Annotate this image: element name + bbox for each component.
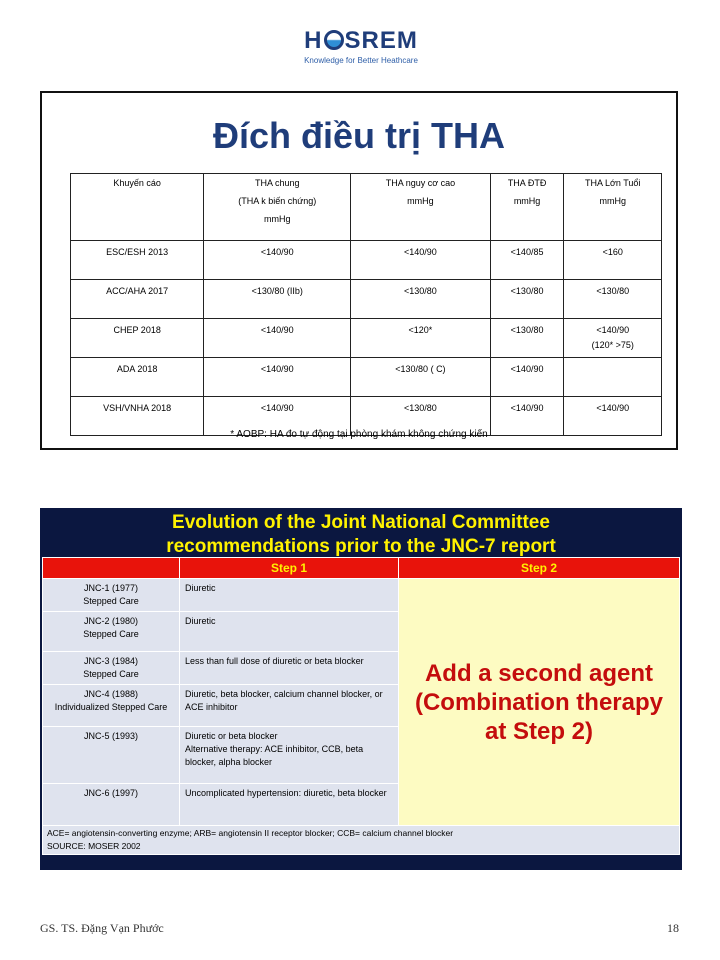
table-cell: <140/90 — [204, 241, 351, 280]
header-text: (THA k biến chứng) — [238, 196, 317, 206]
jnc-name: JNC-3 (1984) — [83, 656, 139, 666]
jnc-name: JNC-1 (1977) — [83, 583, 139, 593]
header-text: THA chung — [254, 178, 300, 188]
jnc-label-cell — [43, 727, 180, 784]
jnc-label-cell — [43, 784, 180, 826]
slide-jnc-evolution — [40, 508, 682, 870]
jnc-approach: Individualized Stepped Care — [54, 702, 168, 712]
step1-primary: Diuretic or beta blocker — [185, 731, 278, 741]
abbreviations-cell — [43, 826, 680, 855]
table-cell: <130/80 — [351, 397, 491, 436]
table-header-row — [71, 174, 662, 241]
table-cell: VSH/VNHA 2018 — [71, 397, 204, 436]
table-cell: <140/90 — [204, 397, 351, 436]
header-guideline — [71, 174, 204, 241]
step2-callout: Add a second agent (Combination therapy at Step 2) — [399, 579, 680, 826]
cell-value: <140/90 — [596, 325, 630, 335]
abbreviations-text: ACE= angiotensin-converting enzyme; ARB= angiotensin II receptor blocker; CCB= calcium channel blocker — [47, 828, 454, 838]
cell-note: (120* >75) — [591, 340, 634, 350]
jnc-name: JNC-4 (1988) — [83, 689, 139, 699]
table-row — [71, 319, 662, 358]
header-text: THA ĐTĐ — [507, 178, 547, 188]
slide-treatment-targets — [40, 91, 678, 450]
logo-text-left: H — [304, 27, 323, 54]
slide2-title-line1: Evolution of the Joint National Committee — [172, 512, 550, 533]
jnc-name: JNC-6 (1997) — [83, 788, 139, 798]
header-text: mmHg — [407, 196, 434, 206]
table-cell: <160 — [564, 241, 662, 280]
table-cell: ADA 2018 — [71, 358, 204, 397]
jnc-label-cell — [43, 579, 180, 612]
table-cell: <130/80 ( C) — [351, 358, 491, 397]
header-empty — [43, 558, 180, 579]
table-row — [71, 358, 662, 397]
jnc-label-cell — [43, 685, 180, 727]
table-cell — [564, 358, 662, 397]
table-cell: <140/90 — [204, 319, 351, 358]
table-cell: <140/90 — [204, 358, 351, 397]
slide1-title: Đích điều trị THA — [212, 115, 505, 156]
table-cell: CHEP 2018 — [71, 319, 204, 358]
source-text: SOURCE: MOSER 2002 — [47, 841, 141, 851]
header-text: Khuyến cáo — [113, 178, 161, 188]
hosrem-logo — [296, 28, 426, 65]
slide2-title-line2: recommendations prior to the JNC-7 report — [166, 536, 556, 557]
table-cell: <140/90 — [490, 397, 564, 436]
jnc-approach: Stepped Care — [83, 669, 139, 679]
table-cell: <130/80 — [564, 280, 662, 319]
table-cell-elderly — [564, 319, 662, 358]
header-diabetes — [490, 174, 564, 241]
header-step2: Step 2 — [399, 558, 680, 579]
author-name: GS. TS. Đặng Vạn Phước — [40, 921, 164, 935]
step1-cell: Diuretic — [180, 612, 399, 652]
header-text: THA nguy cơ cao — [385, 178, 456, 188]
abbreviations-row — [43, 826, 680, 855]
jnc-approach: Stepped Care — [83, 596, 139, 606]
table-cell: <120* — [351, 319, 491, 358]
header-text: mmHg — [513, 196, 541, 206]
table-cell: <140/85 — [490, 241, 564, 280]
step1-cell: Diuretic, beta blocker, calcium channel blocker, or ACE inhibitor — [180, 685, 399, 727]
step1-alternative: Alternative therapy: ACE inhibitor, CCB, beta blocker, alpha blocker — [185, 744, 364, 767]
header-elderly — [564, 174, 662, 241]
table-cell: <130/80 — [490, 280, 564, 319]
header-text: THA Lớn Tuổi — [585, 178, 641, 188]
header-step1: Step 1 — [180, 558, 399, 579]
header-high-risk — [351, 174, 491, 241]
slide2-title — [41, 511, 681, 559]
jnc-name: JNC-5 (1993) — [83, 731, 139, 741]
table-cell: ESC/ESH 2013 — [71, 241, 204, 280]
slide1-footnote: * AOBP: HA đo tự động tại phòng khám không chứng kiến — [230, 429, 488, 440]
jnc-approach: Stepped Care — [83, 629, 139, 639]
step1-cell: Diuretic — [180, 579, 399, 612]
jnc-label-cell — [43, 652, 180, 685]
table-cell: <130/80 — [351, 280, 491, 319]
targets-table — [70, 173, 662, 436]
step1-cell — [180, 727, 399, 784]
table-row — [43, 579, 680, 612]
jnc-table — [42, 557, 680, 855]
header-text: mmHg — [599, 196, 626, 206]
header-general — [204, 174, 351, 241]
table-cell: ACC/AHA 2017 — [71, 280, 204, 319]
jnc-name: JNC-2 (1980) — [83, 616, 139, 626]
step1-cell: Less than full dose of diuretic or beta blocker — [180, 652, 399, 685]
logo-wordmark — [296, 28, 426, 54]
table-cell: <130/80 — [490, 319, 564, 358]
step1-cell: Uncomplicated hypertension: diuretic, beta blocker — [180, 784, 399, 826]
logo-text-right: SREM — [344, 27, 418, 54]
table-cell: <130/80 (IIb) — [204, 280, 351, 319]
globe-icon — [324, 30, 344, 50]
table-cell: <140/90 — [351, 241, 491, 280]
table-row — [71, 280, 662, 319]
table-cell: <140/90 — [564, 397, 662, 436]
logo-tagline: Knowledge for Better Heathcare — [304, 56, 418, 65]
table-cell: <140/90 — [490, 358, 564, 397]
header-text: mmHg — [263, 214, 291, 224]
jnc-label-cell — [43, 612, 180, 652]
page-number: 18 — [667, 921, 679, 935]
jnc-header-row — [43, 558, 680, 579]
table-row — [71, 241, 662, 280]
